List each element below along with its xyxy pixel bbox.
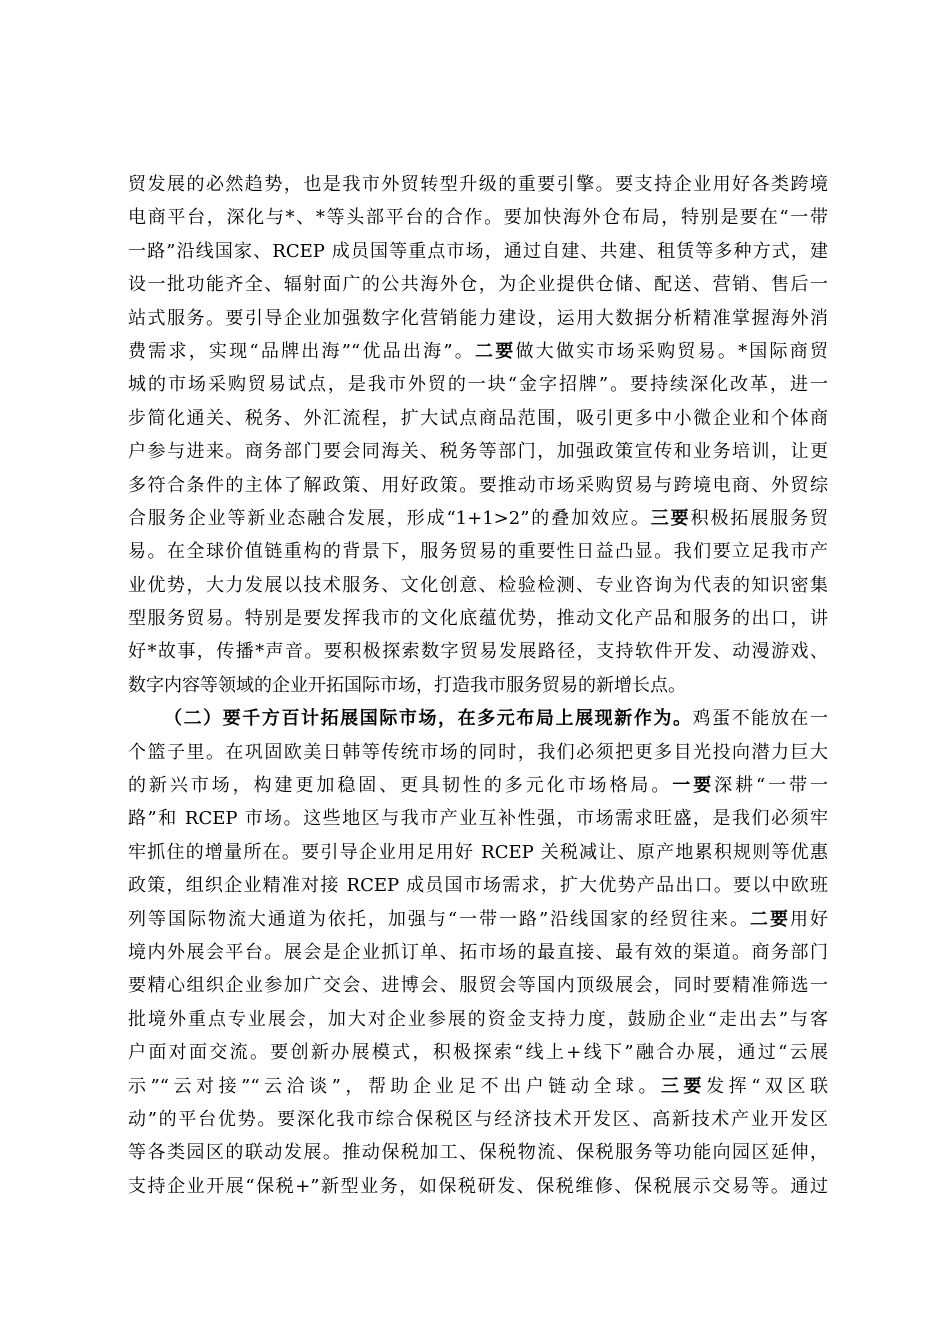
text-segment: 站式服务。要引导企业加强数字化营销能力建设，运用大数据分析精准掌握海外消: [128, 307, 828, 329]
text-line: [128, 936, 828, 969]
text-segment: 要精心组织企业参加广交会、进博会、服贸会等国内顶级展会，同时要精准筛选一: [128, 975, 828, 997]
text-segment: 型服务贸易。特别是要发挥我市的文化底蕴优势，推动文化产品和服务的出口，讲: [128, 608, 828, 630]
text-line: [128, 702, 828, 735]
text-segment: 步简化通关、税务、外汇流程，扩大试点商品范围，吸引更多中小微企业和个体商: [128, 407, 828, 429]
text-segment: 牢抓住的增量所在。要引导企业用足用好 RCEP 关税减让、原产地累积规则等优惠: [128, 841, 828, 863]
text-line: [128, 802, 828, 835]
text-segment: 费需求，实现“品牌出海”“优品出海”。: [128, 340, 476, 362]
text-segment: 境内外展会平台。展会是企业抓订单、拓市场的最直接、最有效的渠道。商务部门: [128, 941, 828, 963]
bold-text-segment: 三要: [650, 507, 691, 529]
text-segment: 积极拓展服务贸: [690, 507, 828, 529]
text-segment: 合服务企业等新业态融合发展，形成“1+1>2”的叠加效应。: [128, 507, 651, 529]
text-line: [128, 1003, 828, 1036]
text-line: [128, 769, 828, 802]
text-line: [128, 535, 828, 568]
text-line: [128, 1136, 828, 1169]
text-segment: 一路”沿线国家、RCEP 成员国等重点市场，通过自建、共建、租赁等多种方式，建: [128, 240, 828, 262]
document-body: [128, 168, 828, 1203]
bold-text-segment: （二）要千方百计拓展国际市场，在多元布局上展现新作为。: [164, 708, 693, 730]
text-line: [128, 469, 828, 502]
text-segment: 业优势，大力发展以技术服务、文化创意、检验检测、专业咨询为代表的知识密集: [128, 574, 828, 596]
text-line: [128, 869, 828, 902]
text-segment: 个篮子里。在巩固欧美日韩等传统市场的同时，我们必须把更多目光投向潜力巨大: [128, 741, 828, 763]
text-line: [128, 1170, 828, 1203]
text-line: [128, 335, 828, 368]
bold-text-segment: 三要: [661, 1075, 707, 1097]
text-segment: 户面对面交流。要创新办展模式，积极探索“线上+线下”融合办展，通过“云展: [128, 1042, 828, 1064]
text-segment: 发挥“双区联: [706, 1075, 828, 1097]
text-line: [128, 402, 828, 435]
text-segment: 用好: [790, 908, 828, 930]
text-segment: 批境外重点专业展会，加大对企业参展的资金支持力度，鼓励企业“走出去”与客: [128, 1008, 828, 1030]
text-line: [128, 368, 828, 401]
text-segment: 的新兴市场，构建更加稳固、更具韧性的多元化市场格局。: [128, 775, 673, 797]
bold-text-segment: 一要: [672, 775, 715, 797]
bold-text-segment: 二要: [750, 908, 791, 930]
text-segment: 支持企业开展“保税+”新型业务，如保税研发、保税维修、保税展示交易等。通过: [128, 1175, 828, 1197]
text-line: [128, 836, 828, 869]
text-line: [128, 302, 828, 335]
text-line: [128, 235, 828, 268]
text-segment: 好*故事，传播*声音。要积极探索数字贸易发展路径，支持软件开发、动漫游戏、: [128, 641, 828, 663]
text-line: [128, 602, 828, 635]
text-segment: 数字内容等领域的企业开拓国际市场，打造我市服务贸易的新增长点。: [128, 674, 686, 696]
text-segment: 设一批功能齐全、辐射面广的公共海外仓，为企业提供仓储、配送、营销、售后一: [128, 274, 828, 296]
bold-text-segment: 二要: [475, 340, 516, 362]
text-line: [128, 435, 828, 468]
text-segment: 城的市场采购贸易试点，是我市外贸的一块“金字招牌”。要持续深化改革，进一: [128, 374, 828, 396]
text-segment: 做大做实市场采购贸易。*国际商贸: [515, 340, 828, 362]
text-line: [128, 502, 828, 535]
text-segment: 政策，组织企业精准对接 RCEP 成员国市场需求，扩大优势产品出口。要以中欧班: [128, 875, 828, 897]
text-segment: 电商平台，深化与*、*等头部平台的合作。要加快海外仓布局，特别是要在“一带: [128, 207, 828, 229]
text-line: [128, 1036, 828, 1069]
text-line: [128, 201, 828, 234]
text-segment: 列等国际物流大通道为依托，加强与“一带一路”沿线国家的经贸往来。: [128, 908, 751, 930]
text-segment: 路”和 RCEP 市场。这些地区与我市产业互补性强，市场需求旺盛，是我们必须牢: [128, 808, 828, 830]
text-segment: 动”的平台优势。要深化我市综合保税区与经济技术开发区、高新技术产业开发区: [128, 1108, 828, 1130]
text-line: [128, 268, 828, 301]
text-segment: 贸发展的必然趋势，也是我市外贸转型升级的重要引擎。要支持企业用好各类跨境: [128, 174, 828, 195]
text-line: [128, 669, 828, 702]
text-segment: 多符合条件的主体了解政策、用好政策。要推动市场采购贸易与跨境电商、外贸综: [128, 474, 828, 496]
text-line: [128, 168, 828, 201]
text-line: [128, 635, 828, 668]
text-segment: 示”“云对接”“云洽谈”，帮助企业足不出户链动全球。: [128, 1075, 662, 1097]
text-line: [128, 569, 828, 602]
text-segment: 深耕“一带一: [714, 775, 828, 797]
text-segment: 等各类园区的联动发展。推动保税加工、保税物流、保税服务等功能向园区延伸，: [128, 1142, 828, 1164]
text-line: [128, 1070, 828, 1103]
text-segment: 鸡蛋不能放在一: [692, 708, 828, 730]
text-line: [128, 1103, 828, 1136]
text-segment: 易。在全球价值链重构的背景下，服务贸易的重要性日益凸显。我们要立足我市产: [128, 541, 828, 563]
text-line: [128, 969, 828, 1002]
text-line: [128, 903, 828, 936]
text-line: [128, 736, 828, 769]
text-segment: 户参与进来。商务部门要会同海关、税务等部门，加强政策宣传和业务培训，让更: [128, 441, 828, 463]
